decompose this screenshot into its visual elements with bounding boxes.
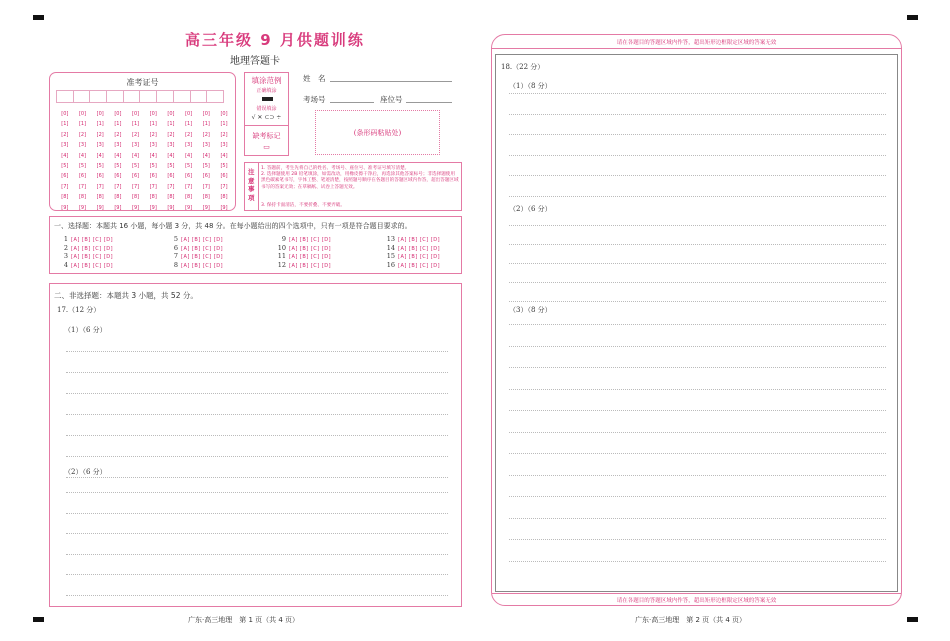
mc-question-number: 4 — [63, 260, 68, 269]
name-field[interactable] — [330, 73, 452, 82]
digit-bubble[interactable]: [8] — [185, 194, 193, 201]
digit-bubble[interactable]: [7] — [78, 183, 87, 190]
digit-bubble[interactable]: [2] — [167, 131, 175, 138]
mc-option-bubbles[interactable]: [A] [B] [C] [D] — [398, 254, 441, 260]
q17-label: 17.（12 分） — [57, 306, 101, 314]
digit-bubble[interactable]: [1] — [149, 121, 157, 128]
mc-question-14 — [385, 244, 440, 252]
grid-cell[interactable] — [89, 90, 107, 103]
digit-bubble[interactable]: [9] — [96, 204, 104, 211]
digit-bubble[interactable]: [8] — [96, 194, 104, 201]
digit-bubble[interactable]: [6] — [114, 173, 122, 180]
answer-line — [66, 492, 448, 493]
digit-bubble[interactable]: [0] — [61, 111, 69, 117]
digit-bubble[interactable]: [1] — [202, 121, 210, 128]
digit-bubble[interactable]: [7] — [61, 183, 69, 190]
mc-question-3 — [58, 252, 113, 260]
digit-bubble[interactable]: [7] — [114, 183, 122, 190]
banner-divider — [492, 48, 901, 49]
digit-bubble[interactable]: [2] — [202, 131, 210, 138]
digit-bubble[interactable]: [0] — [149, 111, 157, 117]
digit-bubble[interactable]: [7] — [96, 183, 104, 190]
digit-bubble[interactable]: [0] — [167, 111, 175, 117]
digit-column — [198, 109, 216, 213]
answer-line — [509, 410, 886, 411]
nonmc-section-title: 二、非选择题：本题共 3 小题，共 52 分。 — [54, 291, 198, 300]
mc-option-bubbles[interactable]: [A] [B] [C] [D] — [289, 262, 332, 269]
notice-item-2: 2. 选择题使用 2B 铅笔填涂，如需改动，用橡皮擦干净后，再选涂其他答案标号；非选择题使用黑色碳素笔书写，字体工整、笔迹清楚，按照题号顺序在各题目的答题区域内作答，超出答题区域书写的答案无效；在草稿纸、试卷上答题无效。 — [261, 172, 459, 190]
mc-option-bubbles[interactable]: [A] [B] [C] [D] — [398, 237, 441, 243]
digit-bubble[interactable]: [4] — [167, 152, 175, 159]
mc-question-7 — [168, 252, 223, 260]
mc-question-9 — [276, 235, 331, 243]
digit-bubble[interactable]: [5] — [220, 163, 228, 170]
mc-question-2 — [58, 244, 113, 252]
answer-line — [66, 414, 448, 415]
mc-option-bubbles[interactable]: [A] [B] [C] [D] — [181, 254, 224, 260]
digit-bubble[interactable]: [4] — [78, 152, 87, 159]
digit-bubble[interactable]: [1] — [114, 121, 122, 128]
mc-question-number: 15 — [386, 252, 395, 260]
answer-line — [509, 263, 886, 264]
mc-option-bubbles[interactable]: [A] [B] [C] [D] — [181, 245, 224, 252]
mc-question-number: 11 — [277, 252, 286, 260]
page-title: 高三年级 9 月供题训练 — [185, 31, 365, 49]
mc-question-4 — [58, 261, 113, 269]
digit-bubble[interactable]: [5] — [185, 163, 193, 170]
mc-question-number: 14 — [386, 243, 395, 252]
digit-bubble[interactable]: [3] — [96, 142, 104, 149]
digit-column — [144, 109, 162, 213]
digit-column — [180, 109, 198, 213]
answer-line — [66, 372, 448, 373]
mc-option-bubbles[interactable]: [A] [B] [C] [D] — [289, 237, 332, 243]
mc-option-bubbles[interactable]: [A] [B] [C] [D] — [181, 237, 224, 243]
digit-bubble[interactable]: [7] — [132, 183, 140, 190]
answer-line — [509, 346, 886, 347]
digit-bubble[interactable]: [3] — [149, 142, 157, 149]
digit-bubble[interactable]: [4] — [96, 152, 104, 159]
q17-part2-label: （2）（6 分） — [64, 468, 107, 476]
mc-question-16 — [385, 261, 440, 269]
digit-bubble[interactable]: [5] — [61, 163, 69, 170]
digit-bubble[interactable]: [9] — [202, 204, 210, 211]
notice-item-3: 3. 保持卡面清洁，不要折叠、不要弄破。 — [261, 203, 345, 208]
mc-question-number: 13 — [386, 235, 395, 243]
answer-line — [509, 114, 886, 115]
mc-option-bubbles[interactable]: [A] [B] [C] [D] — [71, 254, 114, 260]
mc-option-bubbles[interactable]: [A] [B] [C] [D] — [289, 254, 332, 260]
divider — [245, 125, 288, 126]
answer-line — [509, 475, 886, 476]
digit-bubble[interactable]: [3] — [132, 142, 140, 149]
digit-bubble[interactable]: [8] — [132, 194, 140, 201]
grid-cell[interactable] — [156, 90, 174, 103]
digit-bubble[interactable]: [5] — [96, 163, 104, 170]
notice-title: 注意事项 — [248, 168, 255, 202]
digit-bubble[interactable]: [3] — [114, 142, 122, 149]
wrong-fill-label: 错误填涂 — [256, 106, 277, 112]
mc-option-bubbles[interactable]: [A] [B] [C] [D] — [71, 237, 114, 243]
grid-cell[interactable] — [106, 90, 124, 103]
digit-bubble[interactable]: [9] — [114, 204, 122, 211]
digit-bubble[interactable]: [6] — [220, 173, 228, 180]
mc-question-number: 16 — [386, 260, 395, 269]
digit-bubble[interactable]: [6] — [167, 173, 175, 180]
mc-question-11 — [276, 252, 331, 260]
digit-bubble[interactable]: [8] — [61, 194, 69, 201]
digit-bubble[interactable]: [2] — [132, 131, 140, 138]
notice-divider — [258, 163, 259, 210]
digit-bubble[interactable]: [4] — [202, 152, 210, 159]
digit-bubble[interactable]: [7] — [149, 183, 157, 190]
answer-line — [66, 533, 448, 534]
digit-bubble[interactable]: [0] — [185, 111, 193, 117]
notice-item-1: 1. 答题前，考生先将自己的姓名、考场号、座位号、准考证号填写清楚。 — [261, 166, 410, 171]
registration-mark — [33, 15, 44, 20]
registration-mark — [907, 15, 918, 20]
digit-bubble[interactable]: [3] — [220, 142, 228, 149]
mc-question-1 — [58, 235, 113, 243]
digit-bubble[interactable]: [5] — [202, 163, 210, 170]
answer-line — [509, 432, 886, 433]
multiple-choice-section — [49, 216, 462, 274]
digit-bubble[interactable]: [6] — [202, 173, 210, 180]
digit-column — [127, 109, 145, 213]
digit-bubble[interactable]: [1] — [78, 121, 87, 128]
digit-bubble[interactable]: [2] — [114, 131, 122, 138]
answer-line — [66, 351, 448, 352]
answer-line — [66, 554, 448, 555]
digit-bubble[interactable]: [5] — [114, 163, 122, 170]
grid-cell[interactable] — [190, 90, 208, 103]
digit-column — [109, 109, 127, 213]
digit-bubble[interactable]: [2] — [185, 131, 193, 138]
mc-question-5 — [168, 235, 223, 243]
digit-bubble[interactable]: [7] — [167, 183, 175, 190]
answer-line — [509, 453, 886, 454]
digit-bubble[interactable]: [6] — [61, 173, 69, 180]
digit-column — [56, 109, 74, 213]
banner-divider — [492, 593, 901, 594]
mc-question-number: 3 — [63, 252, 68, 260]
digit-bubble[interactable]: [8] — [78, 194, 87, 201]
seat-label: 座位号 — [380, 95, 403, 104]
mc-question-15 — [385, 252, 440, 260]
mc-question-13 — [385, 235, 440, 243]
digit-bubble[interactable]: [8] — [220, 194, 228, 201]
digit-bubbles — [56, 109, 233, 213]
digit-bubble[interactable]: [2] — [61, 131, 69, 138]
answer-line — [509, 561, 886, 562]
digit-bubble[interactable]: [3] — [167, 142, 175, 149]
digit-bubble[interactable]: [1] — [132, 121, 140, 128]
q18-label: 18.（22 分） — [501, 63, 545, 71]
notice-box — [244, 162, 462, 211]
digit-bubble[interactable]: [4] — [132, 152, 140, 159]
answer-line — [509, 367, 886, 368]
mc-question-12 — [276, 261, 331, 269]
digit-bubble[interactable]: [0] — [202, 111, 210, 117]
fill-example-title: 填涂范例 — [251, 76, 282, 85]
digit-bubble[interactable]: [4] — [149, 152, 157, 159]
digit-bubble[interactable]: [2] — [78, 131, 87, 138]
mc-option-bubbles[interactable]: [A] [B] [C] [D] — [289, 245, 332, 252]
answer-line — [66, 595, 448, 596]
digit-bubble[interactable]: [9] — [167, 204, 175, 211]
mc-question-6 — [168, 244, 223, 252]
mc-question-number: 6 — [173, 243, 178, 252]
digit-bubble[interactable]: [9] — [61, 204, 69, 211]
digit-bubble[interactable]: [4] — [114, 152, 122, 159]
mc-option-bubbles[interactable]: [A] [B] [C] [D] — [398, 262, 441, 269]
digit-bubble[interactable]: [0] — [96, 111, 104, 117]
answer-line — [509, 134, 886, 135]
exam-number-box — [49, 72, 236, 211]
digit-bubble[interactable]: [0] — [220, 111, 228, 117]
mc-option-bubbles[interactable]: [A] [B] [C] [D] — [71, 245, 114, 252]
digit-bubble[interactable]: [9] — [220, 204, 228, 211]
digit-bubble[interactable]: [3] — [185, 142, 193, 149]
mc-question-number: 1 — [63, 235, 68, 243]
digit-bubble[interactable]: [7] — [202, 183, 210, 190]
answer-line — [66, 513, 448, 514]
non-choice-section — [49, 283, 462, 607]
barcode-area — [315, 110, 440, 155]
registration-mark — [33, 617, 44, 622]
digit-bubble[interactable]: [8] — [202, 194, 210, 201]
page1-footer: 广东·高三地理 第 1 页（共 4 页） — [188, 616, 300, 624]
answer-line — [509, 324, 886, 325]
exam-number-grid — [56, 90, 223, 103]
room-label: 考场号 — [303, 95, 326, 104]
digit-bubble[interactable]: [3] — [61, 142, 69, 149]
answer-line — [509, 496, 886, 497]
digit-bubble[interactable]: [6] — [149, 173, 157, 180]
mc-question-number: 9 — [281, 235, 286, 243]
digit-bubble[interactable]: [2] — [96, 131, 104, 138]
digit-bubble[interactable]: [9] — [78, 204, 87, 211]
name-label: 姓 名 — [303, 74, 326, 83]
mc-option-bubbles[interactable]: [A] [B] [C] [D] — [398, 245, 441, 252]
page2-banner-top: 请在各题目的答题区域内作答，超出矩形边框限定区域的答案无效 — [616, 40, 777, 46]
digit-bubble[interactable]: [0] — [78, 111, 87, 117]
mc-question-number: 2 — [63, 243, 68, 252]
digit-bubble[interactable]: [5] — [167, 163, 175, 170]
digit-bubble[interactable]: [3] — [202, 142, 210, 149]
answer-line — [509, 282, 886, 283]
digit-bubble[interactable]: [8] — [149, 194, 157, 201]
digit-bubble[interactable]: [8] — [114, 194, 122, 201]
digit-column — [91, 109, 109, 213]
answer-line — [509, 518, 886, 519]
grid-cell[interactable] — [73, 90, 91, 103]
exam-number-label: 准考证号 — [126, 78, 159, 87]
mc-option-bubbles[interactable]: [A] [B] [C] [D] — [181, 262, 224, 269]
mc-option-bubbles[interactable]: [A] [B] [C] [D] — [71, 262, 114, 269]
digit-bubble[interactable]: [9] — [132, 204, 140, 211]
q18-part2-label: （2）（6 分） — [509, 205, 552, 213]
answer-line — [66, 435, 448, 436]
answer-line — [509, 539, 886, 540]
mc-question-10 — [276, 244, 331, 252]
grid-cell[interactable] — [123, 90, 141, 103]
digit-bubble[interactable]: [4] — [220, 152, 228, 159]
mc-question-number: 5 — [173, 235, 178, 243]
mc-question-8 — [168, 261, 223, 269]
digit-bubble[interactable]: [0] — [132, 111, 140, 117]
answer-line — [509, 155, 886, 156]
mc-question-number: 10 — [277, 243, 286, 252]
answer-line — [509, 196, 886, 197]
digit-bubble[interactable]: [1] — [167, 121, 175, 128]
answer-line — [66, 456, 448, 457]
mc-question-number: 8 — [173, 260, 178, 269]
mc-question-number: 7 — [173, 252, 178, 260]
mc-question-number: 12 — [277, 260, 286, 269]
q18-part3-label: （3）（8 分） — [509, 306, 552, 314]
digit-bubble[interactable]: [3] — [78, 142, 87, 149]
digit-bubble[interactable]: [5] — [78, 163, 87, 170]
mc-section-title: 一、选择题：本题共 16 小题，每小题 3 分，共 48 分。在每小题给出的四个选项中，只有一项是符合题目要求的。 — [54, 222, 412, 230]
grid-cell[interactable] — [139, 90, 157, 103]
page2-banner-bottom: 请在各题目的答题区域内作答，超出矩形边框限定区域的答案无效 — [616, 598, 777, 604]
absent-mark-checkbox[interactable]: ▭ — [263, 143, 270, 151]
q17-part1-label: （1）（6 分） — [64, 326, 107, 334]
digit-bubble[interactable]: [1] — [220, 121, 228, 128]
grid-cell[interactable] — [56, 90, 74, 103]
correct-fill-mark — [262, 97, 273, 101]
grid-cell[interactable] — [173, 90, 191, 103]
correct-fill-label: 正确填涂 — [256, 88, 277, 94]
page2-answer-frame — [491, 34, 902, 606]
digit-bubble[interactable]: [4] — [61, 152, 69, 159]
digit-bubble[interactable]: [2] — [220, 131, 228, 138]
answer-line — [509, 93, 886, 94]
digit-bubble[interactable]: [5] — [149, 163, 157, 170]
seat-field[interactable] — [406, 94, 452, 103]
answer-line — [509, 244, 886, 245]
digit-column — [162, 109, 180, 213]
wrong-fill-marks: √ ✕ ⊂⊃ ÷ — [251, 114, 282, 121]
answer-line — [509, 301, 886, 302]
digit-column — [74, 109, 92, 213]
digit-bubble[interactable]: [0] — [114, 111, 122, 117]
page2-footer: 广东·高三地理 第 2 页（共 4 页） — [635, 616, 747, 624]
answer-line — [66, 477, 448, 478]
digit-bubble[interactable]: [9] — [185, 204, 193, 211]
registration-mark — [907, 617, 918, 622]
grid-cell[interactable] — [206, 90, 224, 103]
fill-example-box — [244, 72, 289, 156]
digit-bubble[interactable]: [6] — [185, 173, 193, 180]
digit-bubble[interactable]: [7] — [220, 183, 228, 190]
answer-line — [66, 393, 448, 394]
digit-bubble[interactable]: [2] — [149, 131, 157, 138]
q18-part1-label: （1）（8 分） — [509, 82, 552, 90]
digit-bubble[interactable]: [7] — [185, 183, 193, 190]
digit-bubble[interactable]: [1] — [185, 121, 193, 128]
room-field[interactable] — [330, 94, 374, 103]
answer-line — [509, 175, 886, 176]
page-subtitle: 地理答题卡 — [230, 56, 280, 67]
digit-bubble[interactable]: [1] — [96, 121, 104, 128]
absent-mark-title: 缺考标记 — [252, 132, 281, 140]
digit-bubble[interactable]: [4] — [185, 152, 193, 159]
digit-bubble[interactable]: [5] — [132, 163, 140, 170]
barcode-label: (条形码粘贴处) — [353, 129, 402, 137]
digit-bubble[interactable]: [8] — [167, 194, 175, 201]
digit-bubble[interactable]: [1] — [61, 121, 69, 128]
digit-bubble[interactable]: [6] — [78, 173, 87, 180]
digit-bubble[interactable]: [6] — [96, 173, 104, 180]
digit-column — [215, 109, 233, 213]
digit-bubble[interactable]: [9] — [149, 204, 157, 211]
answer-line — [509, 225, 886, 226]
answer-line — [509, 389, 886, 390]
answer-line — [66, 574, 448, 575]
digit-bubble[interactable]: [6] — [132, 173, 140, 180]
